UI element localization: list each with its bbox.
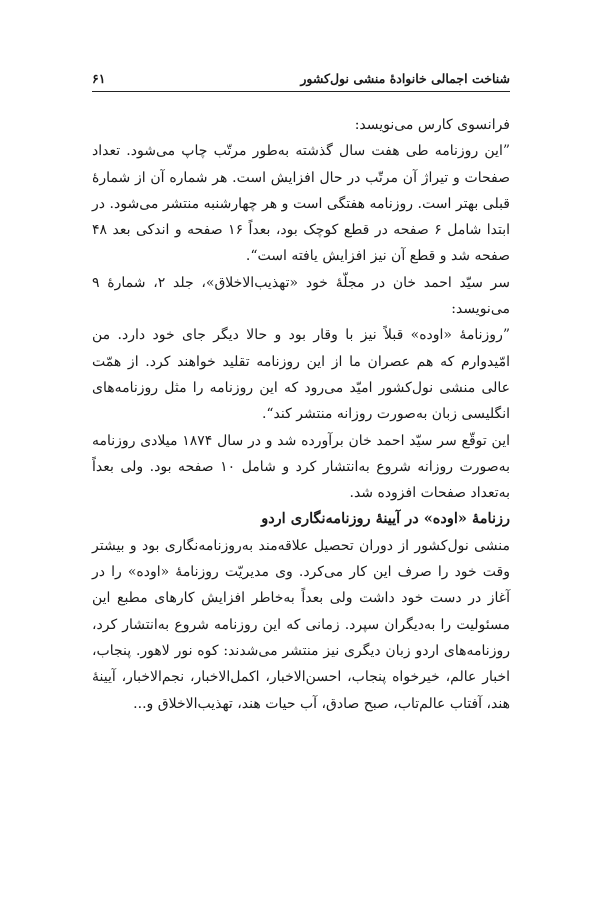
paragraph-3: این توقّع سر سیّد احمد خان برآورده شد و در سال ۱۸۷۴ میلادی روزنامه به‌صورت روزانه شروع به‌انتشار کرد و شامل ۱۰ صفحه بود. ولی بعداً به‌تعداد صفحات افزوده شد. — [92, 432, 511, 502]
page-body — [92, 112, 510, 717]
intro-line: فرانسوی کارس می‌نویسد: — [354, 117, 510, 133]
paragraph-2: سر سیّد احمد خان در مجلّهٔ خود «تهذیب‌الاخلاق»، جلد ۲، شمارهٔ ۹ می‌نویسد: — [92, 274, 510, 318]
page-number: ۶۱ — [92, 71, 106, 86]
running-header — [92, 58, 510, 92]
quote-block-2: ”روزنامهٔ «اوده» قبلاً نیز با وقار بود و حالا دیگر جای خود دارد. من امّیدوارم که هم عصران ما از این روزنامه تقلید خواهند کرد. از همّت عالی منشی نول‌کشور امیّد می‌رود که این روزنامه را مثل روزنامه‌های انگلیسی زبان به‌صورت روزانه منتشر کند“. — [92, 327, 510, 423]
running-title: شناخت اجمالی خانوادهٔ منشی نول‌کشور — [300, 71, 510, 86]
paragraph-4: منشی نول‌کشور از دوران تحصیل علاقه‌مند به‌روزنامه‌نگاری بود و بیشتر وقت خود را صرف این کار می‌کرد. وی مدیریّت روزنامهٔ «اوده» را در آغاز در دست خود داشت ولی بعداً به‌خاطر افزایش کارهای مطبع این مسئولیت را به‌دیگران سپرد. زمانی که این روزنامه شروع به‌انتشار کرد، روزنامه‌های اردو زبان دیگری نیز منتشر می‌شدند: کوه نور لاهور. پنجاب، اخبار عالم، خیرخواه پنجاب، احسن‌الاخبار، اکمل‌الاخبار، نجم‌الاخبار، آیینهٔ هند، آفتاب عالم‌تاب، صبح صادق، آب حیات هند، تهذیب‌الاخلاق و... — [92, 537, 510, 712]
section-heading: رزنامهٔ «اوده» در آیینهٔ روزنامه‌نگاری اردو — [261, 510, 510, 528]
quote-block-1: ”این روزنامه طی هفت سال گذشته به‌طور مرتّب چاپ می‌شود. تعداد صفحات و تیراژ آن مرتّب در حال افزایش است. هر شماره آن از شمارهٔ قبلی بهتر است. روزنامه هفتگی است و هر چهارشنبه منتشر می‌شود. در ابتدا شامل ۶ صفحه در قطع کوچک بود، بعداً ۱۶ صفحه و اندکی بعد ۴۸ صفحه شد و قطع آن نیز افزایش یافته است“. — [92, 143, 511, 265]
